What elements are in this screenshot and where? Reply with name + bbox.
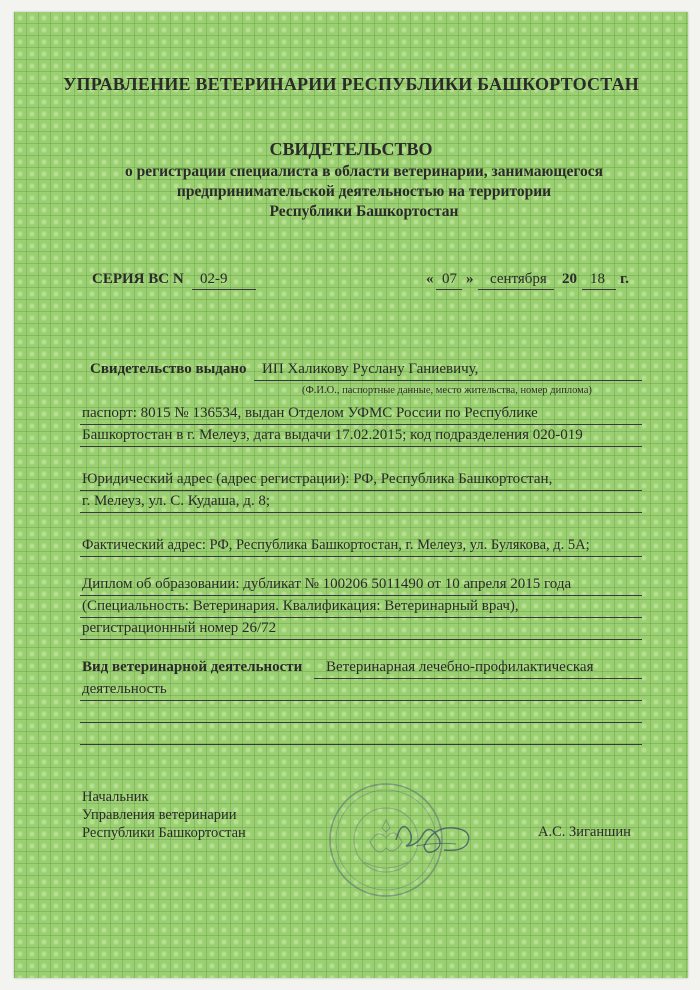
document-subtitle <box>104 162 624 222</box>
actual-address-underline <box>80 556 642 557</box>
date-quote-close: » <box>466 271 474 287</box>
signatory-line-1: Начальник <box>82 789 149 805</box>
date-year-prefix: 20 <box>562 271 577 287</box>
date-year-suffix: 18 <box>590 271 605 287</box>
series-number-underline <box>192 289 256 290</box>
date-month: сентября <box>490 271 547 287</box>
document-title: СВИДЕТЕЛЬСТВО <box>269 139 433 159</box>
issued-name: ИП Халикову Руслану Ганиевичу, <box>262 361 479 377</box>
issued-name-underline <box>254 380 642 381</box>
legal-address-line-1: Юридический адрес (адрес регистрации): РФ, Республика Башкортостан, <box>82 471 553 487</box>
date-year-unit: г. <box>620 271 629 287</box>
activity-line-1-underline <box>314 678 642 679</box>
date-day: 07 <box>442 271 457 287</box>
signatory-name: А.С. Зиганшин <box>538 824 631 840</box>
passport-line-2-underline <box>80 446 642 447</box>
passport-line-2: Башкортостан в г. Мелеуз, дата выдачи 17.02.2015; код подразделения 020-019 <box>82 427 583 443</box>
date-year-underline <box>582 289 616 290</box>
diploma-line-1-underline <box>80 595 642 596</box>
issued-label: Свидетельство выдано <box>90 361 247 377</box>
diploma-line-3-underline <box>80 639 642 640</box>
date-quote-open: « <box>426 271 434 287</box>
diploma-line-1: Диплом об образовании: дубликат № 100206 5011490 от 10 апреля 2015 года <box>82 576 572 592</box>
issuer-header: УПРАВЛЕНИЕ ВЕТЕРИНАРИИ РЕСПУБЛИКИ БАШКОРТОСТАН <box>63 74 639 94</box>
signatory-title <box>82 788 246 842</box>
issued-caption: (Ф.И.О., паспортные данные, место жительства, номер диплома) <box>302 385 592 396</box>
passport-line-1-underline <box>80 424 642 425</box>
diploma-line-2: (Специальность: Ветеринария. Квалификация: Ветеринарный врач), <box>82 598 519 614</box>
date-day-underline <box>436 289 462 290</box>
diploma-line-2-underline <box>80 617 642 618</box>
signatory-line-2: Управления ветеринарии <box>82 807 237 823</box>
date-month-underline <box>478 289 554 290</box>
subtitle-line-3: Республики Башкортостан <box>269 203 459 220</box>
legal-address-line-2-underline <box>80 512 642 513</box>
series-number: 02-9 <box>200 271 228 287</box>
legal-address-line-1-underline <box>80 490 642 491</box>
blank-line-1 <box>80 722 642 723</box>
passport-line-1: паспорт: 8015 № 136534, выдан Отделом УФМС России по Республике <box>82 405 538 421</box>
subtitle-line-2: предпринимательской деятельностью на территории <box>176 183 552 200</box>
diploma-line-3: регистрационный номер 26/72 <box>82 620 277 636</box>
series-label: СЕРИЯ ВС N <box>92 271 184 287</box>
activity-label: Вид ветеринарной деятельности <box>82 659 303 675</box>
signatory-line-3: Республики Башкортостан <box>82 825 246 841</box>
signature-icon <box>386 802 496 862</box>
subtitle-line-1: о регистрации специалиста в области ветеринарии, занимающегося <box>124 163 604 180</box>
activity-line-2-underline <box>80 700 642 701</box>
activity-line-2: деятельность <box>82 681 167 697</box>
actual-address-line-1: Фактический адрес: РФ, Республика Башкортостан, г. Мелеуз, ул. Булякова, д. 5А; <box>82 537 590 553</box>
blank-line-2 <box>80 744 642 745</box>
legal-address-line-2: г. Мелеуз, ул. С. Кудаша, д. 8; <box>82 493 271 509</box>
certificate-sheet <box>14 12 688 978</box>
activity-line-1: Ветеринарная лечебно-профилактическая <box>326 659 594 675</box>
